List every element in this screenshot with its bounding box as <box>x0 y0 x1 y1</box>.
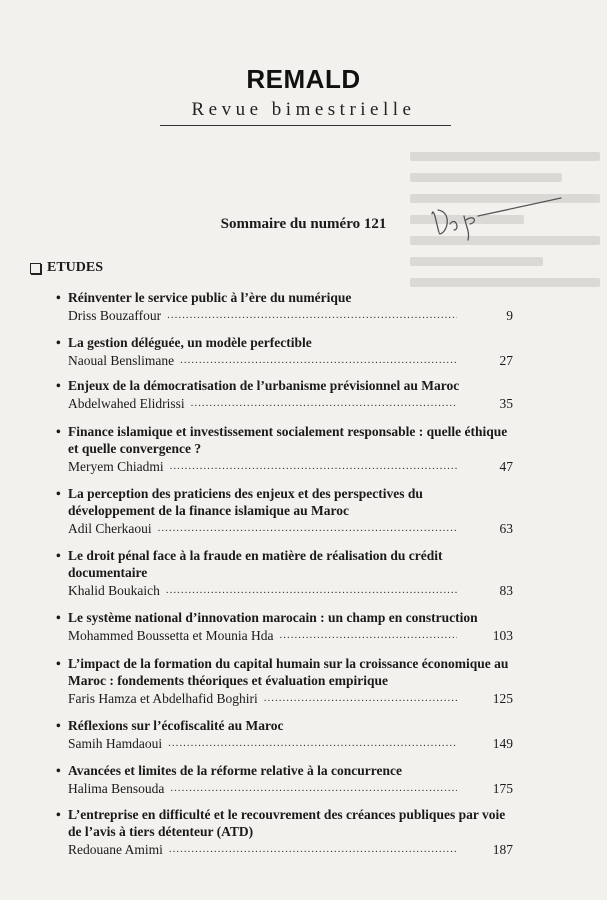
entry-title: • Réinventer le service public à l’ère du numérique <box>56 289 513 306</box>
entry-author: Samih Hamdaoui <box>68 736 163 751</box>
entry-author-line <box>68 735 513 752</box>
entry-page-number: 27 <box>499 353 513 368</box>
entry-page-number: 47 <box>499 459 513 474</box>
header-rule <box>160 125 451 126</box>
masthead <box>0 64 607 121</box>
entry-author-line <box>68 307 513 324</box>
entry-author-line <box>68 780 513 797</box>
contents-entry <box>56 485 513 537</box>
dot-leader <box>264 690 457 707</box>
entry-author: Driss Bouzaffour <box>68 308 162 323</box>
handwritten-signature <box>426 196 566 246</box>
entry-author: Meryem Chiadmi <box>68 459 164 474</box>
contents-entry <box>56 762 513 797</box>
entry-author-line <box>68 520 513 537</box>
contents-entry <box>56 609 513 644</box>
entry-title: • Réflexions sur l’écofiscalité au Maroc <box>56 717 513 734</box>
entry-page-number: 125 <box>492 691 513 706</box>
contents-entry <box>56 377 513 412</box>
contents-entry <box>56 717 513 752</box>
entry-author: Adil Cherkaoui <box>68 521 152 536</box>
contents-entry <box>56 334 513 369</box>
entry-title: • L’entreprise en difficulté et le recouvrement des créances publiques par voie de l’avis à tiers détenteur (ATD) <box>56 806 513 840</box>
entry-page-number: 175 <box>492 781 513 796</box>
entry-page-number: 35 <box>499 396 513 411</box>
entry-page-number: 149 <box>492 736 513 751</box>
dot-leader <box>180 352 457 369</box>
dot-leader <box>168 735 457 752</box>
entry-author: Naoual Benslimane <box>68 353 175 368</box>
contents-entry <box>56 806 513 858</box>
entry-title: • Le système national d’innovation marocain : un champ en construction <box>56 609 513 626</box>
dot-leader <box>279 627 457 644</box>
entry-author-line <box>68 352 513 369</box>
contents-title: Sommaire du numéro 121 <box>220 216 387 232</box>
entry-author-line <box>68 458 513 475</box>
entry-author: Khalid Boukaich <box>68 583 160 598</box>
entry-title: • La gestion déléguée, un modèle perfectible <box>56 334 513 351</box>
entry-page-number: 83 <box>499 583 513 598</box>
entry-author: Redouane Amimi <box>68 842 163 857</box>
section-heading-etudes <box>30 260 103 276</box>
dot-leader <box>166 582 457 599</box>
entry-author-line <box>68 690 513 707</box>
entry-page-number: 103 <box>492 628 513 643</box>
entry-author: Abdelwahed Elidrissi <box>68 396 185 411</box>
entry-title: • Finance islamique et investissement socialement responsable : quelle éthique et quelle convergence ? <box>56 423 513 457</box>
journal-title: REMALD <box>246 64 361 94</box>
contents-entry <box>56 289 513 324</box>
entry-author-line <box>68 582 513 599</box>
entry-author-line <box>68 627 513 644</box>
contents-entry <box>56 655 513 707</box>
journal-subtitle: Revue bimestrielle <box>191 99 416 120</box>
entry-title: • La perception des praticiens des enjeux et des perspectives du développement de la finance islamique au Maroc <box>56 485 513 519</box>
entry-title: • Le droit pénal face à la fraude en matière de réalisation du crédit documentaire <box>56 547 513 581</box>
dot-leader <box>158 520 457 537</box>
contents-entry <box>56 547 513 599</box>
entry-title: • Avancées et limites de la réforme relative à la concurrence <box>56 762 513 779</box>
entry-author-line <box>68 395 513 412</box>
entry-author-line <box>68 841 513 858</box>
dot-leader <box>167 307 457 324</box>
contents-entry <box>56 423 513 475</box>
entry-page-number: 9 <box>506 308 513 323</box>
checkbox-bullet-icon <box>30 263 41 274</box>
section-label: ETUDES <box>47 260 104 275</box>
dot-leader <box>191 395 457 412</box>
entry-page-number: 187 <box>492 842 513 857</box>
dot-leader <box>170 458 457 475</box>
entry-title: • L’impact de la formation du capital humain sur la croissance économique au Maroc : fondements théoriques et évaluation empirique <box>56 655 513 689</box>
dot-leader <box>169 841 457 858</box>
entry-page-number: 63 <box>499 521 513 536</box>
entry-author: Halima Bensouda <box>68 781 165 796</box>
entry-author: Faris Hamza et Abdelhafid Boghiri <box>68 691 258 706</box>
dot-leader <box>170 780 457 797</box>
entry-title: • Enjeux de la démocratisation de l’urbanisme prévisionnel au Maroc <box>56 377 513 394</box>
entry-author: Mohammed Boussetta et Mounia Hda <box>68 628 274 643</box>
